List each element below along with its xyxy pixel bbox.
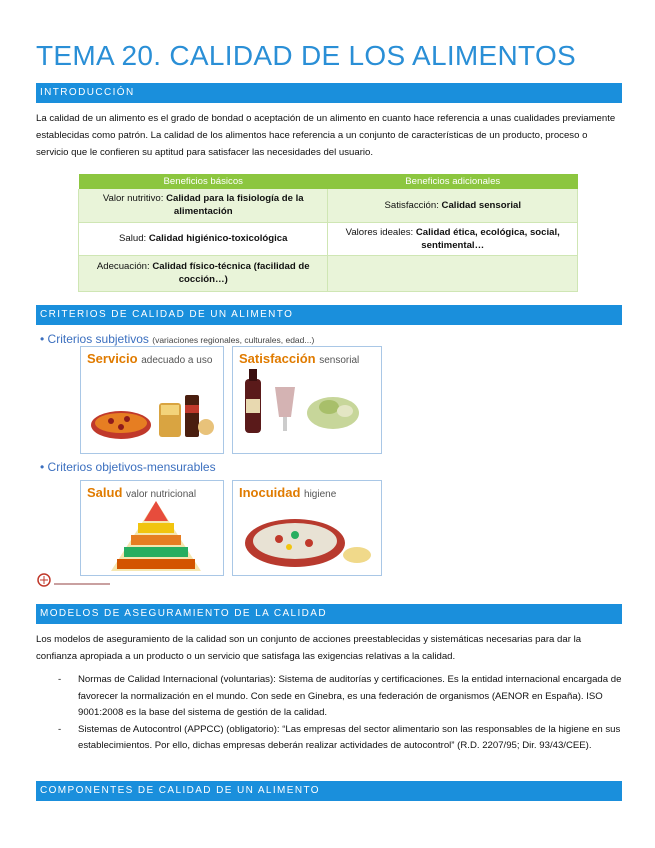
list-item	[36, 722, 622, 755]
list-item-text: Sistemas de Autocontrol (APPCC) (obligatorio): “Las empresas del sector alimentario son las responsables de la higiene en sus establecimientos. Por ello, dichas empresas deberán realizar actividades de autocontrol” (R.D. 2207/95; Dir. 93/43/CEE).	[78, 723, 621, 751]
box-title	[87, 351, 212, 366]
heading-subtext: (variaciones regionales, culturales, edad...)	[152, 335, 315, 345]
criteria-box-servicio	[80, 346, 224, 454]
section-header-modelos: MODELOS DE ASEGURAMIENTO DE LA CALIDAD	[36, 604, 622, 624]
criteria-subjective-heading	[40, 332, 314, 346]
cell-label: Valores ideales:	[345, 226, 416, 238]
intro-paragraph: La calidad de un alimento es el grado de bondad o aceptación de un alimento en cuanto hace referencia a unas cualidades previamente establecidas como patrón. La calidad de los alimentos hace referencia a un conjunto de características de un producto, proceso o servicio que le confieren su aptitud para satisfacer las necesidades del usuario.	[36, 113, 616, 158]
section-header-introduccion: INTRODUCCIÓN	[36, 83, 622, 103]
table-cell	[328, 189, 578, 222]
box-title-text: Satisfacción	[239, 351, 316, 366]
box-subtitle: adecuado a uso	[141, 355, 213, 366]
list-item-text: Normas de Calidad Internacional (voluntarias): Sistema de auditorías y certificaciones. Es la entidad internacional encargada de favorecer la normalización en el mundo. Con sede en Ginebra, es una federación de organismos (AENOR en España). ISO 9001:2008 es la base del sistema de gestión de la calidad.	[78, 674, 622, 718]
benefits-table	[78, 174, 578, 292]
table-header-cell: Beneficios básicos	[79, 174, 328, 189]
page-title: TEMA 20. CALIDAD DE LOS ALIMENTOS	[36, 40, 576, 71]
box-subtitle: sensorial	[319, 355, 360, 366]
criteria-figure	[36, 332, 386, 594]
criteria-objective-heading: • Criterios objetivos-mensurables	[40, 460, 216, 474]
list-item	[36, 672, 622, 722]
box-subtitle: valor nutricional	[126, 489, 197, 500]
cell-label: Adecuación:	[96, 261, 153, 272]
cell-value: Calidad físico-técnica (facilidad de cocción…)	[152, 261, 310, 285]
modelos-list	[36, 672, 622, 755]
list-dash: -	[58, 723, 62, 735]
table-cell	[328, 222, 578, 255]
table-cell	[328, 255, 578, 291]
heading-text: • Criterios subjetivos	[40, 332, 149, 346]
cell-label: Satisfacción:	[384, 199, 442, 211]
cell-value: Calidad higiénico-toxicológica	[148, 233, 288, 244]
criteria-box-inocuidad	[232, 480, 382, 576]
cell-value: Calidad ética, ecológica, social, sentimental…	[415, 226, 560, 251]
table-cell	[79, 222, 328, 255]
box-subtitle: higiene	[304, 489, 337, 500]
list-dash: -	[58, 674, 62, 685]
table-row	[79, 222, 578, 255]
table-row	[79, 189, 578, 222]
box-title-text: Servicio	[87, 351, 138, 366]
cell-label: Salud:	[119, 233, 149, 244]
box-title	[239, 351, 359, 366]
table-cell	[79, 255, 328, 291]
modelos-paragraph: Los modelos de aseguramiento de la calidad son un conjunto de acciones preestablecidas y sistemáticas necesarias para dar la confianza apropiada a un producto o un servicio que satisfaga las exigencias relativas a la calidad.	[36, 634, 582, 662]
institution-logo	[36, 570, 116, 590]
box-title-text: Inocuidad	[239, 485, 301, 500]
section-header-criterios: CRITERIOS DE CALIDAD DE UN ALIMENTO	[36, 305, 622, 325]
table-header-row	[79, 174, 578, 189]
section-header-componentes: COMPONENTES DE CALIDAD DE UN ALIMENTO	[36, 781, 622, 801]
table-cell	[79, 189, 328, 222]
cell-value: Calidad para la fisiología de la alimentación	[166, 193, 304, 218]
criteria-box-salud	[80, 480, 224, 576]
cell-value: Calidad sensorial	[441, 199, 521, 211]
box-title	[87, 485, 196, 500]
table-header-cell: Beneficios adicionales	[328, 174, 578, 189]
box-title-text: Salud	[87, 485, 123, 500]
table-row	[79, 255, 578, 291]
cell-label: Valor nutritivo:	[102, 193, 167, 205]
box-title	[239, 485, 336, 500]
criteria-box-satisfaccion	[232, 346, 382, 454]
